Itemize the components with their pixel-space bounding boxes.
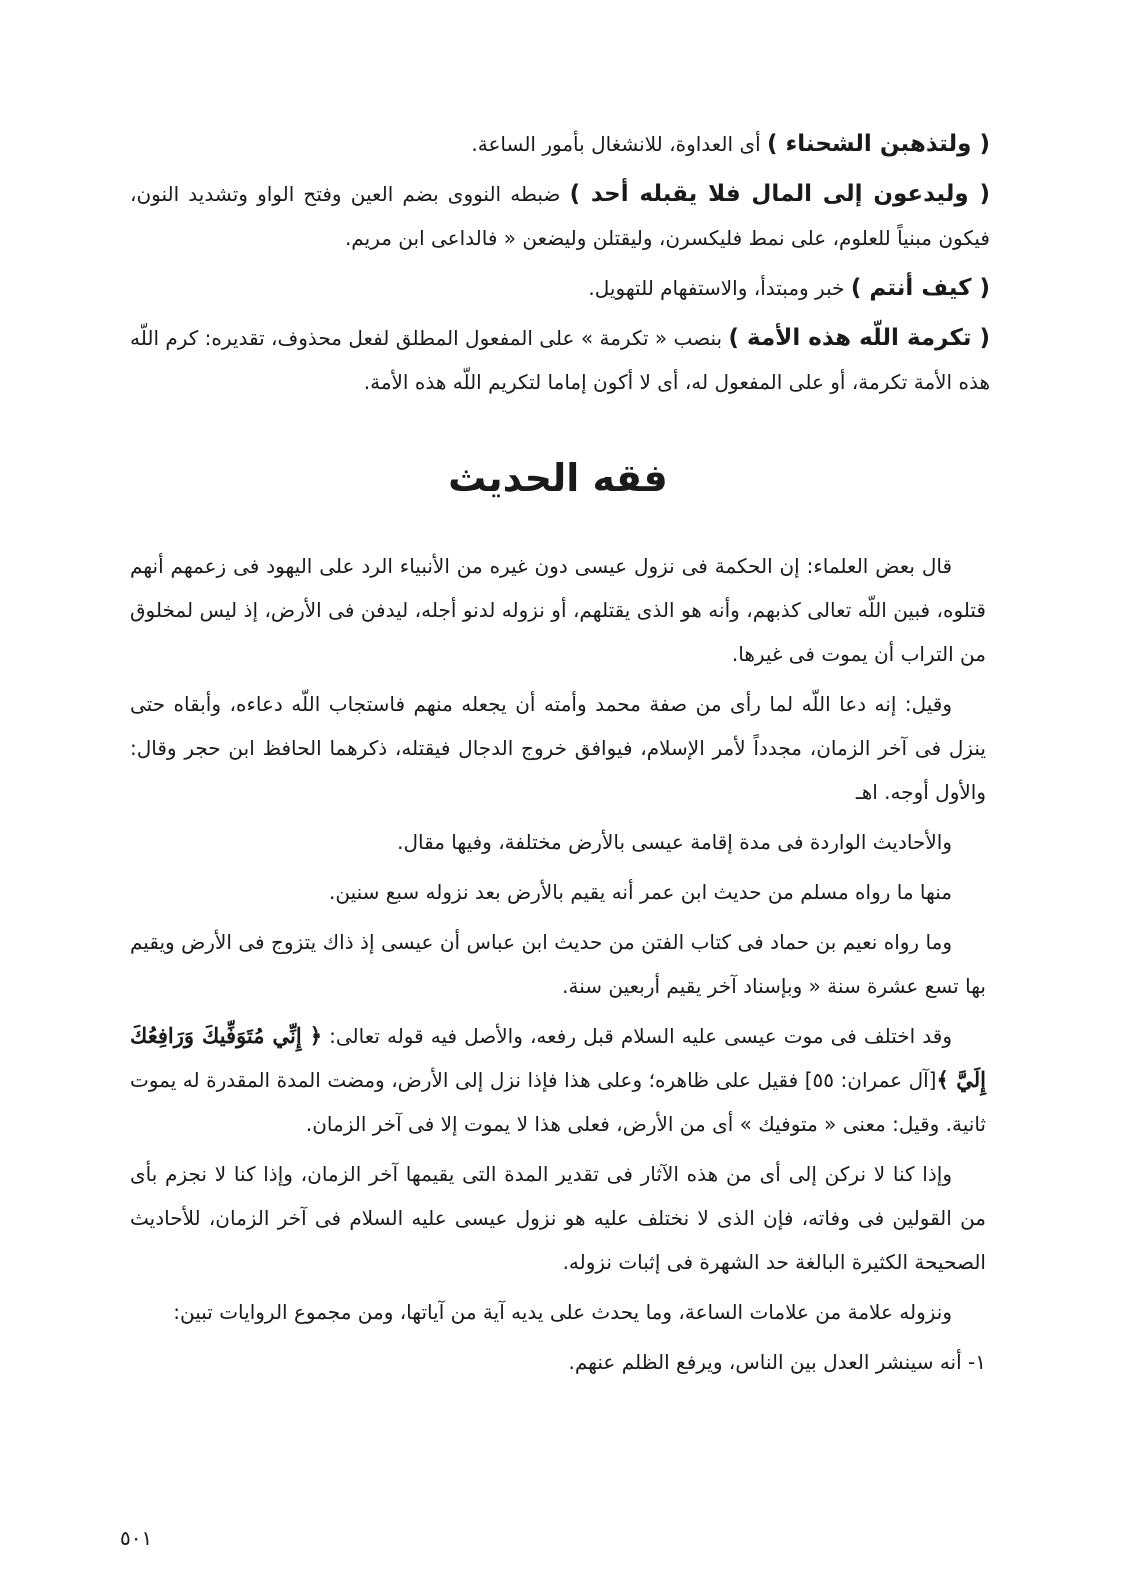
gloss-mal	[130, 172, 990, 260]
gloss-term: ( ولتذهبن الشحناء )	[767, 131, 990, 157]
paragraph-hadiths: والأحاديث الواردة فى مدة إقامة عيسى بالأرض مختلفة، وفيها مقال.	[397, 830, 952, 854]
gloss-term: ( تكرمة اللّه هذه الأمة )	[728, 325, 991, 351]
paragraph-death	[130, 1014, 986, 1146]
paragraph-text: وقد اختلف فى موت عيسى عليه السلام قبل رفعه، والأصل فيه قوله تعالى:	[322, 1024, 952, 1048]
gloss-term: ( كيف أنتم )	[850, 275, 990, 301]
gloss-text: بنصب « تكرمة » على المفعول المطلق لفعل محذوف، تقديره: كرم اللّه هذه الأمة تكرمة، أو على المفعول له، أى لا أكون إماما لتكريم اللّه هذه الأمة.	[130, 326, 990, 394]
gloss-text: أى العداوة، للانشغال بأمور الساعة.	[471, 132, 768, 156]
list-item-justice: ١- أنه سينشر العدل بين الناس، ويرفع الظلم عنهم.	[568, 1350, 986, 1374]
gloss-text: ضبطه النووى بضم العين وفتح الواو وتشديد النون، فيكون مبنياً للعلوم، على نمط فليكسرن، وليقتلن وليضعن « فالداعى ابن مريم.	[130, 182, 990, 250]
gloss-text: خبر ومبتدأ، والاستفهام للتهويل.	[588, 276, 851, 300]
page-number: ٥٠١	[120, 1526, 153, 1550]
paragraph-nuaym: وما رواه نعيم بن حماد فى كتاب الفتن من حديث ابن عباس أن عيسى إذ ذاك يتزوج فى الأرض ويقيم بها تسع عشرة سنة « وبإسناد آخر يقيم أربعين سنة.	[130, 930, 986, 998]
page-body	[130, 122, 991, 1384]
paragraph-sign: ونزوله علامة من علامات الساعة، وما يحدث على يديه آية من آياتها، ومن مجموع الروايات تبين:	[173, 1300, 952, 1324]
paragraph-wisdom: قال بعض العلماء: إن الحكمة فى نزول عيسى دون غيره من الأنبياء الرد على اليهود فى زعمهم أنهم قتلوه، فبين اللّه تعالى كذبهم، وأنه هو الذى يقتلهم، أو نزوله لدنو أجله، ليدفن فى الأرض، إذ ليس لمخلوق من التراب أن يموت فى غيرها.	[130, 554, 986, 666]
gloss-kayfa	[130, 266, 990, 310]
paragraph-muslim: منها ما رواه مسلم من حديث ابن عمر أنه يقيم بالأرض بعد نزوله سبع سنين.	[328, 880, 952, 904]
gloss-shahnaa	[130, 122, 990, 166]
paragraph-certainty: وإذا كنا لا نركن إلى أى من هذه الآثار فى تقدير المدة التى يقيمها آخر الزمان، وإذا كنا لا نجزم بأى من القولين فى وفاته، فإن الذى لا نختلف عليه هو نزول عيسى عليه السلام فى آخر الزمان، للأحاديث الصحيحة الكثيرة البالغة حد الشهرة فى إثبات نزوله.	[130, 1162, 986, 1274]
gloss-takrima	[130, 316, 990, 404]
gloss-term: ( وليدعون إلى المال فلا يقبله أحد )	[569, 181, 991, 207]
section-title: فقه الحديث	[448, 456, 668, 500]
quran-verse: ﴿ إِنِّي مُتَوَفِّيكَ وَرَافِعُكَ إِلَيَّ ﴾	[130, 1023, 987, 1092]
paragraph-text: [آل عمران: ٥٥] فقيل على ظاهره؛ وعلى هذا فإذا نزل إلى الأرض، ومضت المدة المقدرة له يموت ثانية. وقيل: معنى « متوفيك » أى من الأرض، فعلى هذا لا يموت إلا فى آخر الزمان.	[130, 1068, 986, 1136]
paragraph-prayer: وقيل: إنه دعا اللّه لما رأى من صفة محمد وأمته أن يجعله منهم فاستجاب اللّه دعاءه، وأبقاه حتى ينزل فى آخر الزمان، مجدداً لأمر الإسلام، فيوافق خروج الدجال فيقتله، ذكرهما الحافظ ابن حجر وقال: والأول أوجه. اهـ	[130, 692, 986, 804]
